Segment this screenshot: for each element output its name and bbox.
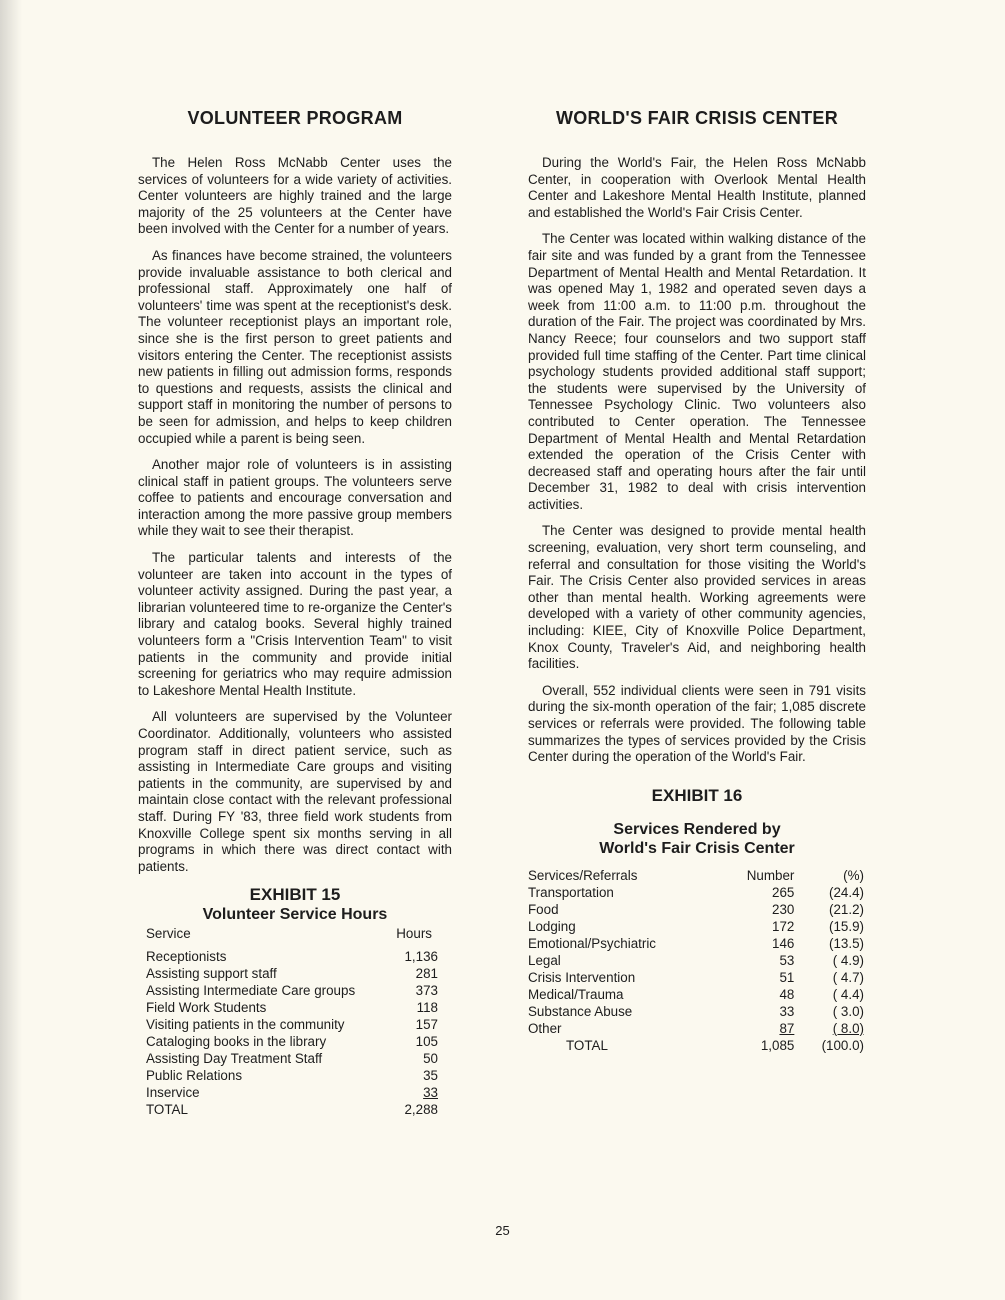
- number-cell: 87: [779, 1020, 795, 1036]
- service-cell: Emotional/Psychiatric: [528, 935, 657, 951]
- table-row: [528, 917, 864, 934]
- service-cell: Transportation: [528, 884, 614, 900]
- page-edge-shadow: [0, 0, 22, 1300]
- table-header-row: [146, 926, 438, 941]
- service-cell: Legal: [528, 952, 561, 968]
- worlds-fair-paragraph-1: During the World's Fair, the Helen Ross McNabb Center, in cooperation with Overlook Mental Health Center and Lakeshore Mental Health Institute, planned and established the World's Fair Crisis Center.: [528, 155, 866, 220]
- total-label: TOTAL: [566, 1037, 608, 1053]
- service-cell: Food: [528, 901, 559, 917]
- table-row: [146, 1049, 438, 1066]
- hours-cell: 373: [415, 983, 438, 999]
- col-services-header: Services/Referrals: [528, 867, 638, 883]
- service-cell: Substance Abuse: [528, 1003, 633, 1019]
- percent-cell: (21.2): [829, 901, 864, 917]
- total-percent: (100.0): [821, 1037, 864, 1053]
- hours-cell: 33: [423, 1085, 438, 1101]
- crisis-services-table: [528, 868, 864, 1053]
- number-cell: 146: [772, 935, 795, 951]
- service-cell: Assisting support staff: [146, 966, 277, 982]
- volunteer-program-heading: VOLUNTEER PROGRAM: [187, 108, 403, 128]
- service-cell: Assisting Day Treatment Staff: [146, 1051, 323, 1067]
- number-cell: 53: [779, 952, 795, 968]
- percent-cell: (13.5): [829, 935, 864, 951]
- col-service-header: Service: [146, 926, 191, 942]
- table-row: [528, 1019, 864, 1036]
- exhibit-16-title-line-2: World's Fair Crisis Center: [599, 839, 795, 857]
- table-row: [528, 1002, 864, 1019]
- percent-cell: ( 4.4): [832, 986, 864, 1002]
- hours-cell: 157: [415, 1017, 438, 1033]
- volunteer-paragraph-1: The Helen Ross McNabb Center uses the services of volunteers for a wide variety of activities. Center volunteers are highly trained and the large majority of the 25 volunteers at the Center have been involved with the Center for a number of years.: [138, 155, 452, 237]
- exhibit-16: [528, 786, 866, 1053]
- worlds-fair-heading: WORLD'S FAIR CRISIS CENTER: [555, 108, 839, 128]
- table-row: [528, 934, 864, 951]
- hours-cell: 35: [423, 1068, 438, 1084]
- service-cell: Cataloging books in the library: [146, 1034, 327, 1050]
- table-row: [146, 1083, 438, 1100]
- volunteer-paragraph-2: As finances have become strained, the volunteers provide invaluable assistance to both clerical and professional staff. Approximately one half of volunteers' time was spent at the receptionist's desk. The volunteer receptionist plays an important role, since she is the first person to greet patients and visitors entering the Center. The receptionist assists new patients in filling out admission forms, responds to questions and requests, assists the clinical and support staff in monitoring the number of persons to be seen for admission, and helps to keep children occupied while a parent is being seen.: [138, 247, 452, 446]
- table-row: [146, 1015, 438, 1032]
- table-row: [528, 900, 864, 917]
- exhibit-15-title: Volunteer Service Hours: [202, 906, 388, 924]
- service-cell: Other: [528, 1020, 562, 1036]
- percent-cell: ( 8.0): [832, 1020, 864, 1036]
- table-row: [146, 964, 438, 981]
- table-row: [146, 1066, 438, 1083]
- number-cell: 51: [779, 969, 795, 985]
- table-row: [146, 941, 438, 964]
- hours-cell: 281: [415, 966, 438, 982]
- hours-cell: 105: [415, 1034, 438, 1050]
- percent-cell: ( 4.9): [832, 952, 864, 968]
- table-row: [528, 968, 864, 985]
- volunteer-hours-table: [146, 926, 438, 1117]
- exhibit-16-title-line-1: Services Rendered by: [613, 820, 781, 838]
- number-cell: 172: [772, 918, 795, 934]
- total-row: [528, 1036, 864, 1053]
- col-hours-header: Hours: [396, 926, 432, 942]
- total-hours: 2,288: [404, 1102, 438, 1118]
- page-number: 25: [495, 1223, 510, 1238]
- table-row: [146, 981, 438, 998]
- percent-cell: ( 4.7): [832, 969, 864, 985]
- service-cell: Inservice: [146, 1085, 200, 1101]
- percent-cell: (15.9): [829, 918, 864, 934]
- table-row: [528, 951, 864, 968]
- service-cell: Lodging: [528, 918, 576, 934]
- volunteer-paragraph-4: The particular talents and interests of the volunteer are taken into account in the types of volunteer activity assigned. During the past year, a librarian volunteered time to re-organize the Center's library and catalog books. Several highly trained volunteers form a "Crisis Intervention Team" to visit patients in the community and provide initial screening for geriatrics who may require admission to Lakeshore Mental Health Institute.: [138, 550, 452, 698]
- exhibit-15: [138, 885, 452, 1117]
- table-header-row: [528, 868, 864, 883]
- number-cell: 265: [772, 884, 795, 900]
- hours-cell: 50: [423, 1051, 438, 1067]
- service-cell: Medical/Trauma: [528, 986, 624, 1002]
- volunteer-program-column: [138, 108, 452, 1117]
- number-cell: 230: [772, 901, 795, 917]
- total-row: [146, 1100, 438, 1117]
- number-cell: 33: [779, 1003, 795, 1019]
- worlds-fair-column: [528, 108, 866, 1053]
- volunteer-paragraph-3: Another major role of volunteers is in assisting clinical staff in patient groups. The volunteers serve coffee to patients and encourage conversation and interaction among the more passive group members while they wait to see their therapist.: [138, 457, 452, 539]
- worlds-fair-paragraph-4: Overall, 552 individual clients were seen in 791 visits during the six-month operation of the fair; 1,085 discrete services or referrals were provided. The following table summarizes the types of services provided by the Crisis Center during the operation of the World's Fair.: [528, 682, 866, 765]
- table-row: [528, 985, 864, 1002]
- col-number-header: Number: [746, 867, 795, 883]
- worlds-fair-paragraph-3: The Center was designed to provide mental health screening, evaluation, very short term counseling, and referral and consultation for those visiting the World's Fair. The Crisis Center also provided services in areas other than mental health. Working agreements were developed with a variety of other community agencies, including: KIEE, City of Knoxville Police Department, Knox County, Traveler's Aid, and neighboring health facilities.: [528, 523, 866, 672]
- col-percent-header: (%): [843, 867, 864, 883]
- service-cell: Crisis Intervention: [528, 969, 636, 985]
- service-cell: Public Relations: [146, 1068, 243, 1084]
- service-cell: Visiting patients in the community: [146, 1017, 345, 1033]
- exhibit-15-label: EXHIBIT 15: [249, 885, 341, 905]
- hours-cell: 1,136: [404, 949, 438, 965]
- total-number: 1,085: [760, 1037, 795, 1053]
- worlds-fair-paragraph-2: The Center was located within walking distance of the fair site and was funded by a grant from the Tennessee Department of Mental Health and Mental Retardation. It was opened May 1, 1982 and operated seven days a week from 11:00 a.m. to 11:00 p.m. throughout the duration of the Fair. The project was coordinated by Mrs. Nancy Reece; four counselors and two support staff provided full time staffing of the Center. Part time clinical psychology students provided additional staff support; the students were supervised by the University of Tennessee Psychology Clinic. Two volunteers also contributed to Center operation. The Tennessee Department of Mental Health and Mental Retardation extended the operation of the Crisis Center with decreased staff and operating hours after the fair until December 31, 1982 to deal with crisis intervention activities.: [528, 231, 866, 512]
- table-row: [146, 998, 438, 1015]
- total-label: TOTAL: [146, 1102, 188, 1118]
- service-cell: Field Work Students: [146, 1000, 267, 1016]
- table-row: [528, 883, 864, 900]
- table-row: [146, 1032, 438, 1049]
- percent-cell: (24.4): [829, 884, 864, 900]
- service-cell: Receptionists: [146, 949, 227, 965]
- exhibit-16-label: EXHIBIT 16: [651, 785, 743, 805]
- volunteer-paragraph-5: All volunteers are supervised by the Volunteer Coordinator. Additionally, volunteers who assisted program staff in direct patient service, such as assisting in Intermediate Care groups and visiting patients in the community, are supervised by and maintain close contact with the relevant professional staff. During FY '83, three field work students from Knoxville College spent six months serving in all programs in which there was direct contact with patients.: [138, 709, 452, 874]
- number-cell: 48: [779, 986, 795, 1002]
- service-cell: Assisting Intermediate Care groups: [146, 983, 356, 999]
- percent-cell: ( 3.0): [832, 1003, 864, 1019]
- hours-cell: 118: [416, 1000, 438, 1016]
